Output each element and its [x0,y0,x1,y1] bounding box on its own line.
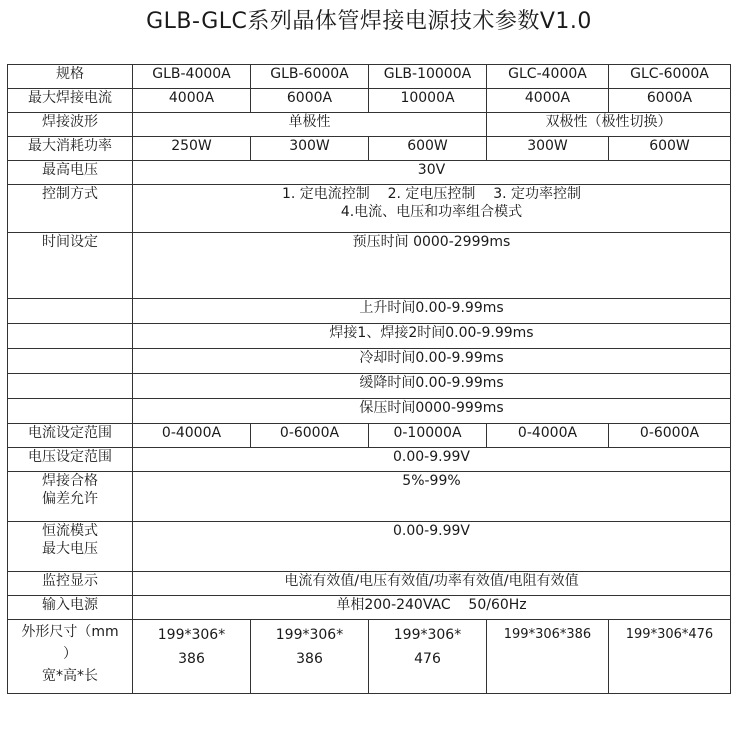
table-row-monitor [8,572,731,596]
value-cell: 199*306*386 [487,620,609,694]
table-row-max-current [8,89,731,113]
row-label: 外形尺寸（mm ） 宽*高*长 [8,620,133,694]
table-row-voltage-range [8,448,731,472]
value-cell: 10000A [369,89,487,113]
table-row-cc-max-voltage [8,522,731,572]
table-row-max-power [8,137,731,161]
model-cell: GLB-4000A [133,65,251,89]
row-label: 电流设定范围 [8,424,133,448]
value-cell: 6000A [251,89,369,113]
value-cell: 双极性（极性切换） [487,113,731,137]
control-line-2: 4.电流、电压和功率组合模式 [340,204,523,220]
value-cell: 上升时间0.00-9.99ms [133,299,731,324]
table-row-max-voltage [8,161,731,185]
value-cell: 6000A [609,89,731,113]
value-cell: 焊接1、焊接2时间0.00-9.99ms [133,324,731,349]
row-label: 焊接合格 偏差允许 [8,472,133,522]
value-cell: 30V [133,161,731,185]
value-cell: 保压时间0000-999ms [133,399,731,424]
value-cell: 0-10000A [369,424,487,448]
row-label: 恒流模式 最大电压 [8,522,133,572]
table-row-time [8,399,731,424]
value-cell: 600W [369,137,487,161]
table-row-waveform [8,113,731,137]
model-cell: GLB-10000A [369,65,487,89]
row-label: 控制方式 [8,185,133,233]
value-cell: 300W [487,137,609,161]
row-label: 监控显示 [8,572,133,596]
value-cell: 600W [609,137,731,161]
value-cell: 199*306* 476 [369,620,487,694]
table-row-time-preload [8,233,731,299]
value-cell: 冷却时间0.00-9.99ms [133,349,731,374]
value-cell [133,185,731,233]
value-cell: 4000A [487,89,609,113]
table-row-dimensions [8,620,731,694]
model-cell: GLC-4000A [487,65,609,89]
model-cell: GLB-6000A [251,65,369,89]
table-row-current-range [8,424,731,448]
value-cell: 预压时间 0000-2999ms [133,233,731,299]
value-cell: 单相200-240VAC 50/60Hz [133,596,731,620]
value-cell: 5%-99% [133,472,731,522]
value-cell: 199*306* 386 [133,620,251,694]
model-cell: GLC-6000A [609,65,731,89]
table-row-time [8,374,731,399]
value-cell: 电流有效值/电压有效值/功率有效值/电阻有效值 [133,572,731,596]
value-cell: 0-4000A [133,424,251,448]
row-label: 焊接波形 [8,113,133,137]
row-label: 电压设定范围 [8,448,133,472]
row-label: 时间设定 [8,233,133,299]
value-cell: 0-6000A [609,424,731,448]
value-cell: 单极性 [133,113,487,137]
row-label: 规格 [8,65,133,89]
value-cell: 0-4000A [487,424,609,448]
table-row-time [8,349,731,374]
page-title: GLB-GLC系列晶体管焊接电源技术参数V1.0 [146,9,592,34]
table-row-header [8,65,731,89]
table-row-time [8,299,731,324]
value-cell: 0-6000A [251,424,369,448]
value-cell: 199*306*476 [609,620,731,694]
table-row-tolerance [8,472,731,522]
value-cell: 199*306* 386 [251,620,369,694]
row-label: 最大消耗功率 [8,137,133,161]
value-cell: 250W [133,137,251,161]
table-row-control [8,185,731,233]
value-cell: 4000A [133,89,251,113]
spec-table [7,64,731,694]
row-label: 输入电源 [8,596,133,620]
value-cell: 300W [251,137,369,161]
value-cell: 缓降时间0.00-9.99ms [133,374,731,399]
value-cell: 0.00-9.99V [133,522,731,572]
row-label: 最高电压 [8,161,133,185]
row-label: 最大焊接电流 [8,89,133,113]
value-cell: 0.00-9.99V [133,448,731,472]
table-row-input-power [8,596,731,620]
table-row-time [8,324,731,349]
control-line-1: 1. 定电流控制 2. 定电压控制 3. 定功率控制 [281,186,582,202]
